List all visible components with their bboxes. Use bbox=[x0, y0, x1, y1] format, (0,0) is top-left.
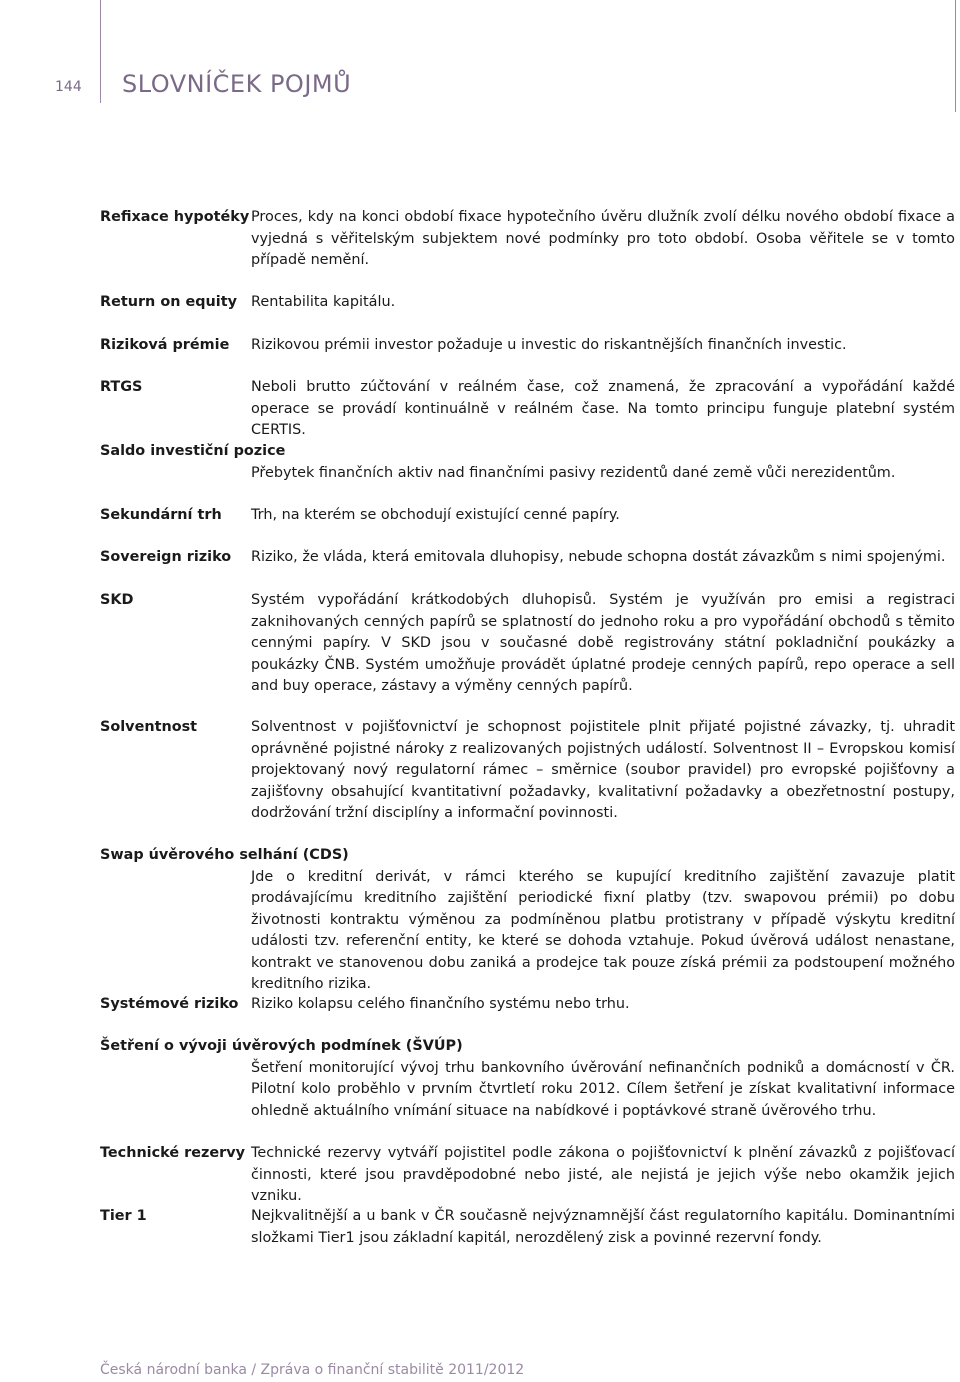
glossary-term: Tier 1 bbox=[100, 1208, 147, 1224]
header-divider-left bbox=[100, 0, 101, 103]
glossary-term: Swap úvěrového selhání (CDS) bbox=[100, 847, 349, 863]
glossary-term: Systémové riziko bbox=[100, 996, 239, 1012]
glossary-term: Sekundární trh bbox=[100, 507, 222, 523]
glossary-term: Riziková prémie bbox=[100, 337, 230, 353]
glossary-definition: Technické rezervy vytváří pojistitel podle zákona o pojišťovnictví k plnění závazků z pojišťovací činnosti, které jsou pravděpodobné nebo jisté, ale nejistá je jejich výše nebo okamžik jejich vzniku. bbox=[251, 1145, 955, 1204]
glossary-definition: Přebytek finančních aktiv nad finančními pasivy rezidentů dané země vůči nerezidentům. bbox=[251, 464, 896, 481]
glossary-definition: Proces, kdy na konci období fixace hypotečního úvěru dlužník zvolí délku nového období fixace a vyjedná s věřitelským subjektem nové podmínky pro toto období. Osoba věřitele se v tomto případě nemění. bbox=[251, 209, 955, 268]
glossary-definition: Nejkvalitnější a u bank v ČR současně nejvýznamnější část regulatorního kapitálu. Dominantními složkami Tier1 jsou základní kapitál, nerozdělený zisk a povinné rezervní fondy. bbox=[251, 1208, 955, 1246]
glossary-definition: Rizikovou prémii investor požaduje u investic do riskantnějších finančních investic. bbox=[251, 337, 847, 353]
glossary-definition: Rentabilita kapitálu. bbox=[251, 294, 396, 310]
glossary-definition: Solventnost v pojišťovnictví je schopnost pojistitele plnit přijaté pojistné závazky, tj. uhradit oprávněné pojistné nároky z realizovaných pojistných událostí. Solventnost II – Evropskou komisí projektovaný nový regulatorní rámec – směrnice (soubor pravidel) pro evropské pojišťovny a zajišťovny obsahující kvantitativní požadavky, kvalitativní požadavky a obezřetnostní postupy, dodržování tržní disciplíny a informační povinnosti. bbox=[251, 719, 955, 821]
glossary-term: Return on equity bbox=[100, 294, 237, 310]
glossary-term: RTGS bbox=[100, 379, 143, 395]
page-number: 144 bbox=[55, 79, 82, 95]
glossary-definition: Trh, na kterém se obchodují existující cenné papíry. bbox=[251, 507, 620, 523]
glossary-term: SKD bbox=[100, 592, 134, 608]
glossary-definition: Systém vypořádání krátkodobých dluhopisů. Systém je využíván pro emisi a registraci zaknihovaných cenných papírů se splatností do jednoho roku a pro vypořádání obchodů s těmito cennými papíry. V SKD jsou v současné době registrovány státní pokladniční poukázky a poukázky ČNB. Systém umožňuje provádět úplatné prodeje cenných papírů, repo operace a sell and buy operace, zástavy a výměny cenných papírů. bbox=[251, 592, 955, 694]
glossary-term: Technické rezervy bbox=[100, 1145, 245, 1161]
glossary-definition: Jde o kreditní derivát, v rámci kterého se kupující kreditního zajištění zavazuje platit prodávajícímu kreditního zajištění periodické fixní platby (tzv. swapovou prémii) po dobu životnosti kontraktu výměnou za podmíněnou platbu protistrany v případě výskytu kreditní události tzv. referenční entity, ke které se dohoda vztahuje. Pokud úvěrová událost nenastane, kontrakt ve stanovenou dobu zaniká a prodejce tak pouze získá prémii za podstoupení možného kreditního rizika. bbox=[251, 868, 955, 992]
glossary-definition: Šetření monitorující vývoj trhu bankovního úvěrování nefinančních podniků a domácností v ČR. Pilotní kolo proběhlo v prvním čtvrtletí roku 2012. Cílem šetření je získat kvalitativní informace ohledně aktuálního vnímání situace na nabídkové i poptávkové straně úvěrového trhu. bbox=[251, 1059, 955, 1119]
page-title: SLOVNÍČEK POJMŮ bbox=[122, 70, 352, 98]
glossary-term: Refixace hypotéky bbox=[100, 209, 250, 225]
glossary-term: Solventnost bbox=[100, 719, 198, 735]
glossary-term: Sovereign riziko bbox=[100, 549, 232, 565]
glossary-term: Saldo investiční pozice bbox=[100, 443, 286, 459]
page-footer: Česká národní banka / Zpráva o finanční stabilitě 2011/2012 bbox=[100, 1362, 525, 1378]
header-divider-right bbox=[955, 0, 956, 112]
glossary-definition: Riziko, že vláda, která emitovala dluhopisy, nebude schopna dostát závazkům s nimi spojenými. bbox=[251, 549, 946, 565]
glossary-definition: Neboli brutto zúčtování v reálném čase, což znamená, že zpracování a vypořádání každé operace se provádí kontinuálně v reálném čase. Na tomto principu funguje platební systém CERTIS. bbox=[251, 379, 955, 438]
glossary-definition: Riziko kolapsu celého finančního systému nebo trhu. bbox=[251, 996, 630, 1012]
glossary-term: Šetření o vývoji úvěrových podmínek (ŠVÚP) bbox=[100, 1038, 463, 1054]
